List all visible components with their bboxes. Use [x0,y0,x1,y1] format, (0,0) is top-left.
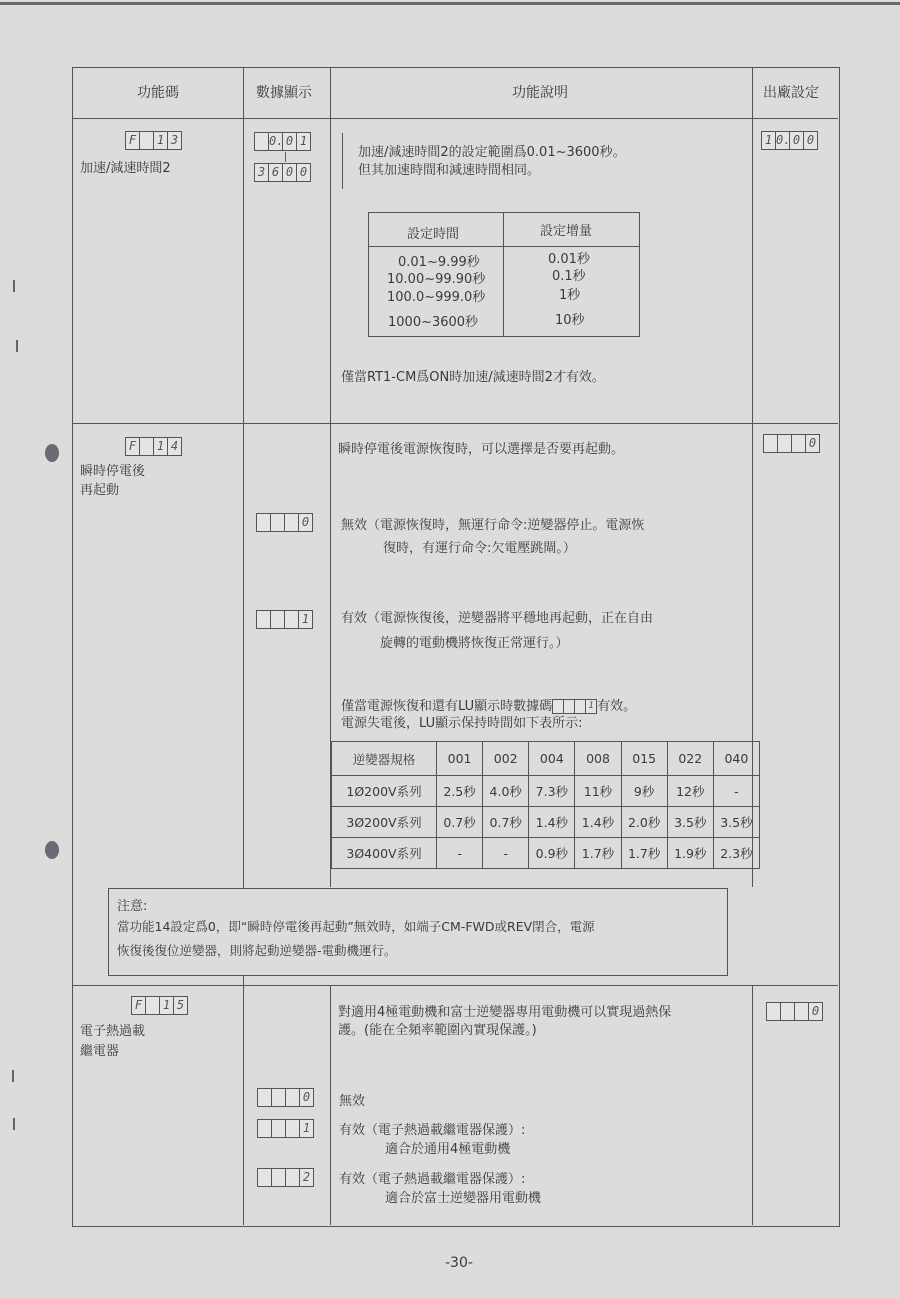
lu-header-cell: 004 [529,742,575,776]
column-divider [243,67,244,1225]
f14-option0-line1: 無效（電源恢復時，無運行命令:逆變器停止。電源恢 [341,518,645,533]
margin-mark [13,280,15,292]
lu-header-cell: 逆變器規格 [332,742,437,776]
f13-desc-line2: 但其加速時間和減速時間相同。 [358,163,541,178]
f15-default-display [766,1002,823,1021]
lu-cell: - [483,838,529,869]
f14-default-display [763,434,820,453]
table-row [332,838,760,869]
lu-cell: 1.7秒 [621,838,667,869]
lu-cell: - [713,776,759,807]
f15-code-display: F 1 5 [131,996,188,1015]
note-line2: 恢復後復位逆變器，則將起動逆變器-電動機運行。 [117,943,397,958]
note-line1: 當功能14設定爲0，即“瞬時停電後再起動”無效時，如端子CM-FWD或REV閉合，電源 [117,919,595,934]
increment-table-divider [503,212,504,337]
lu-cell: 3Ø400V系列 [332,838,437,869]
lu-cell: - [437,838,483,869]
f15-option2-line2: 適合於富士逆變器用電動機 [385,1191,542,1206]
lu-cell: 1.7秒 [575,838,621,869]
margin-mark [12,1070,14,1082]
header-function-code: 功能碼 [137,85,179,101]
f14-lu-text-a: 僅當電源恢復和還有LU顯示時數據碼 [341,699,553,714]
note-title: 注意: [117,899,148,914]
f13-note: 僅當RT1-CM爲ON時加速/減速時間2才有效。 [341,370,605,385]
range-connector [285,152,287,162]
punch-hole [45,841,59,859]
row-divider [72,423,838,424]
lu-cell: 2.0秒 [621,807,667,838]
lu-cell: 9秒 [621,776,667,807]
lu-table-header-row [332,742,760,776]
lu-cell: 1.4秒 [575,807,621,838]
f14-lu-code: 1 [588,701,594,711]
f13-name: 加速/減速時間2 [80,161,171,176]
increment-step: 10秒 [555,313,585,328]
lu-cell: 0.9秒 [529,838,575,869]
margin-mark [13,1118,15,1130]
f14-option1-line2: 旋轉的電動機將恢復正常運行。） [380,636,569,651]
f14-default-value: 0 [808,436,817,450]
lu-header-cell: 002 [483,742,529,776]
f14-option1-display [256,610,313,629]
f15-option0-code: 0 [302,1090,311,1104]
increment-head-time: 設定時間 [407,227,460,242]
lu-header-cell: 015 [621,742,667,776]
lu-cell: 2.3秒 [713,838,759,869]
f14-option1-code: 1 [301,612,310,626]
brace [342,133,347,189]
header-function-description: 功能說明 [512,85,568,101]
f13-display-min: 0. 0 1 [254,132,311,151]
f15-name-line1: 電子熱過載 [80,1024,146,1039]
lu-cell: 2.5秒 [437,776,483,807]
f14-intro: 瞬時停電後電源恢復時，可以選擇是否要再起動。 [338,442,625,457]
increment-time: 100.0~999.0秒 [387,290,486,305]
f14-option1-line1: 有效（電源恢復後，逆變器將平穩地再起動，正在自由 [341,611,654,626]
f15-option1-display [257,1119,314,1138]
f15-intro-line1: 對適用4極電動機和富士逆變器專用電動機可以實現過熱保 [338,1005,672,1020]
f14-option0-code: 0 [301,515,310,529]
f14-name-line2: 再起動 [80,483,120,498]
header-factory-default: 出廠設定 [763,85,819,101]
lu-cell: 0.7秒 [437,807,483,838]
f15-default-value: 0 [811,1004,820,1018]
f14-option0-display [256,513,313,532]
lu-header-cell: 040 [713,742,759,776]
f15-option1-code: 1 [302,1121,311,1135]
lu-cell: 0.7秒 [483,807,529,838]
f15-intro-line2: 護。(能在全頻率範圍內實現保護。) [338,1023,537,1038]
f13-display-max: 3 6 0 0 [254,163,311,182]
f15-option2-code: 2 [302,1170,311,1184]
lu-cell: 3Ø200V系列 [332,807,437,838]
lu-cell: 11秒 [575,776,621,807]
f15-option1-line1: 有效（電子熱過載繼電器保護）: [339,1123,526,1138]
lu-cell: 12秒 [667,776,713,807]
f15-option1-line2: 適合於通用4極電動機 [385,1142,511,1157]
page-number: -30- [445,1255,473,1271]
f15-option2-line1: 有效（電子熱過載繼電器保護）: [339,1172,526,1187]
lu-hold-time-table [331,741,760,869]
f13-code-display: F 1 3 [125,131,182,150]
f13-default-display: 1 0. 0 0 [761,131,818,150]
increment-time: 1000~3600秒 [388,315,479,330]
f14-lu-code-display [552,699,597,714]
lu-header-cell: 022 [667,742,713,776]
lu-cell: 1Ø200V系列 [332,776,437,807]
f14-option0-line2: 復時，有運行命令:欠電壓跳閘。） [383,541,576,556]
increment-time: 0.01~9.99秒 [398,255,480,270]
f14-lu-text-b: 有效。 [597,699,637,714]
row-divider [72,985,838,986]
lu-cell: 1.9秒 [667,838,713,869]
increment-step: 0.01秒 [548,252,590,267]
lu-cell: 7.3秒 [529,776,575,807]
lu-cell: 3.5秒 [667,807,713,838]
f13-desc-line1: 加速/減速時間2的設定範圍爲0.01~3600秒。 [358,145,626,160]
f15-option2-display [257,1168,314,1187]
f14-name-line1: 瞬時停電後 [80,464,146,479]
increment-head-step: 設定增量 [540,224,593,239]
f15-option0-display [257,1088,314,1107]
increment-step: 0.1秒 [552,269,586,284]
column-divider [752,985,753,1225]
lu-cell: 3.5秒 [713,807,759,838]
lu-cell: 4.0秒 [483,776,529,807]
table-row [332,807,760,838]
row-divider [72,118,838,119]
punch-hole [45,444,59,462]
lu-cell: 1.4秒 [529,807,575,838]
f14-code-display: F 1 4 [125,437,182,456]
increment-table-divider [368,246,640,247]
f14-lu-line1 [341,698,636,716]
lu-header-cell: 001 [437,742,483,776]
margin-mark [16,340,18,352]
increment-time: 10.00~99.90秒 [387,272,486,287]
increment-step: 1秒 [559,288,581,303]
top-rule [0,2,900,5]
f15-option0-text: 無效 [339,1094,366,1109]
header-data-display: 數據顯示 [256,85,312,101]
table-row [332,776,760,807]
lu-header-cell: 008 [575,742,621,776]
column-divider [330,985,331,1225]
f15-name-line2: 繼電器 [80,1044,120,1059]
f14-lu-line2: 電源失電後，LU顯示保持時間如下表所示: [341,716,583,731]
